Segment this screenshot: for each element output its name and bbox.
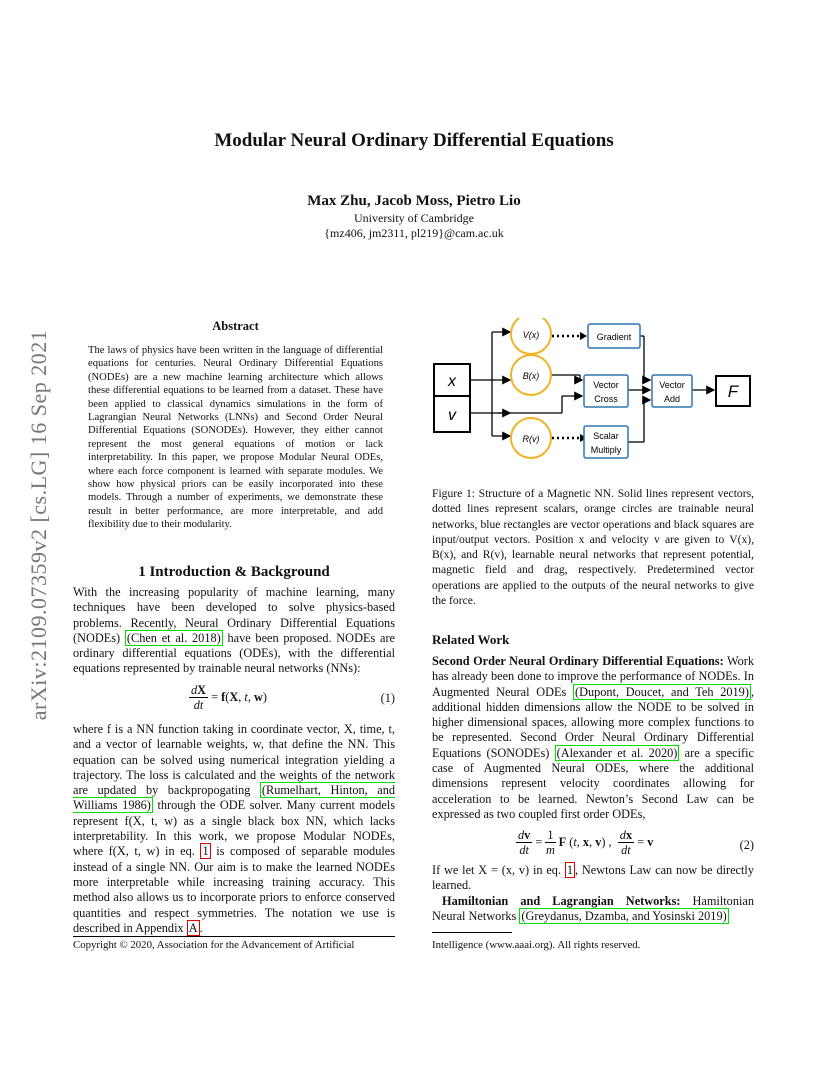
newton-text-a: If we let X = (x, v) in eq. (432, 863, 565, 877)
sonode-text-a: Work has already been done to improve the performance of NODEs. In Augmented Neural ODEs (432, 654, 754, 699)
sonode-lead: Second Order Neural Ordinary Differential Equations: (432, 654, 724, 668)
citation-rumelhart-1986[interactable]: (Rumelhart, Hinton, and Williams 1986) (73, 783, 396, 813)
intro-p1-text-b: have been proposed. NODEs are ordinary differential equations (ODEs), with the differential equations represented by trainable neural networks (NNs): (73, 630, 396, 676)
sonode-text-c: are a specific case of Augmented Neural ODEs, where the additional dimensions represent velocity coordinates allowing for acceleration to be learned. Newton’s Second Law can be expressed as two coupled first order ODEs, (432, 745, 754, 821)
arxiv-id-text: arXiv:2109.07359v2 [cs.LG] 16 Sep 2021 (26, 329, 51, 721)
hamiltonian-lead: Hamiltonian and Lagrangian Networks: (442, 893, 681, 908)
intro-p1-text-a: With the increasing popularity of machine learning, many techniques have been developed to solve physics-based problems. Recently, Neural Ordinary Differential Equations (NODEs) (73, 585, 395, 645)
abstract-heading: Abstract (212, 319, 259, 333)
section-heading-introduction: 1 Introduction & Background (138, 564, 330, 580)
intro-p2-text-d: . (199, 920, 203, 935)
footnote-rule-left (73, 936, 395, 937)
intro-p2-text-c: is composed of separable modules instead of a single NN. Our aim is to make the learned NODEs more interpretable while increasing training accuracy. This method also allows us to incorporate priors to enforce conserved quantities and respect symmetries. The notation we use is described in Appendix (73, 844, 395, 935)
equation-2: $\frac{dv}{dt}$ = $\frac{1}{m}$ F (t, x, v) , $\frac{dx}{dt}$ = v (2) (518, 828, 754, 858)
copyright-footnote: Copyright © 2020, Association for the Advancement of Artificial (73, 939, 355, 951)
nn-circle-magnetic (511, 355, 551, 395)
op-label-vector-add-2: Add (663, 394, 681, 404)
op-box-vector-cross (584, 375, 628, 407)
intro-p2-text-b: through the ODE solver. Many current models represent f(X, t, w) as a single black box NN, which lacks interpretability. In this work, we propose Modular NODEs, where f(X, t, w) in eq. (73, 798, 396, 859)
output-label-force: F (727, 382, 739, 401)
author-emails: {mz406, jm2311, pl219}@cam.ac.uk (324, 226, 504, 240)
op-box-scalar-multiply (584, 426, 628, 458)
citation-greydanus-2019[interactable]: (Greydanus, Dzamba, and Yosinski 2019) (521, 908, 727, 923)
input-box-v (434, 396, 470, 432)
op-label-scalar-multiply-2: Multiply (590, 445, 622, 455)
sonode-text-b: , additional hidden dimensions allow the NODE to be solved in higher dimensional spaces, allowing more complex functions to be represented. Second Order Neural Ordinary Differential Equations (SONODEs) (432, 684, 755, 760)
nn-circle-drag (511, 418, 551, 458)
nn-label-drag: R(v) (522, 434, 540, 444)
equation-1: $\frac{dX}{dt}$ = f(X, t, w) (1) (191, 682, 395, 712)
citation-dupont-2019[interactable]: (Dupont, Doucet, and Teh 2019) (575, 684, 749, 699)
appendix-ref-a[interactable]: A (188, 920, 198, 935)
intro-paragraph-2 (73, 722, 395, 936)
equation-ref-1b[interactable]: 1 (566, 863, 574, 877)
op-box-vector-add (652, 375, 692, 407)
related-work-heading: Related Work (432, 632, 510, 647)
abstract-text: The laws of physics have been written in the language of differential equations for centuries. Neural Ordinary Differential Equations (NODEs) are a new machine learning architecture which allows these differential equations to be learned from a dataset. These have been applied to classical dynamics simulations in the form of Lagrangian Neural Networks (LNNs) and Second Order Neural Differential Equations (SONODEs). However, they either cannot represent the most general equations of motion or lack interpretability. In this paper, we propose Modular Neural ODEs, where each force component is learned with separate modules. We show how physical priors can be easily incorporated into these models. Through a number of experiments, we demonstrate these result in better performance, are more interpretable, and add flexibility due to their modularity. (88, 345, 383, 531)
op-label-vector-cross-2: Cross (594, 394, 618, 404)
op-label-gradient: Gradient (596, 332, 632, 342)
intro-paragraph-1 (73, 585, 395, 719)
equation-1-number: (1) (380, 690, 395, 705)
op-label-scalar-multiply-1: Scalar (593, 431, 619, 441)
affiliation: University of Cambridge (354, 211, 474, 225)
author-list: Max Zhu, Jacob Moss, Pietro Lio (307, 193, 521, 209)
copyright-footnote-continued: Intelligence (www.aaai.org). All rights reserved. (432, 939, 641, 951)
arxiv-identifier (14, 290, 64, 760)
equation-ref-1[interactable]: 1 (202, 844, 209, 859)
input-label-x: x (448, 373, 456, 390)
newton-text-b: , Newtons Law can now be directly learned. (432, 863, 755, 893)
nn-circle-potential (511, 318, 551, 354)
hamiltonian-text-a: Hamiltonian Neural Networks (432, 893, 754, 923)
affiliation-block (0, 211, 828, 241)
output-box-force (716, 376, 750, 406)
op-label-vector-cross-1: Vector (593, 380, 619, 390)
citation-alexander-2020[interactable]: (Alexander et al. 2020) (556, 745, 678, 760)
paper-title: Modular Neural Ordinary Differential Equations (214, 130, 614, 151)
nn-label-magnetic: B(x) (522, 371, 540, 381)
intro-p2-text-a: where f is a NN function taking in coordinate vector, X, time, t, and a vector of learnable weights, w, that define the NN. This equation can be solved using numerical integration yielding a trajectory. The loss is calculated and the weights of the network are updated by backpropogating (73, 722, 395, 798)
input-label-v: v (448, 407, 456, 424)
figure-1-caption: Figure 1: Structure of a Magnetic NN. Solid lines represent vectors, dotted lines represent scalars, orange circles are trainable neural networks, blue rectangles are vector operations and black squares are input/output vectors. Position x and velocity v are given to V(x), B(x), and R(v), learnable neural networks that represent potential, magnetic field and drag, respectively. Predetermined vector operations are applied to the outputs of the neural networks to give the force. (432, 487, 754, 608)
nn-label-potential: V(x) (522, 330, 540, 340)
input-box-x (434, 364, 470, 396)
footnote-rule-right (432, 932, 512, 933)
op-label-vector-add-1: Vector (659, 380, 685, 390)
citation-chen-2018[interactable]: (Chen et al. 2018) (126, 630, 221, 645)
equation-2-number: (2) (739, 838, 754, 853)
related-paragraph-newton (432, 863, 754, 924)
op-box-gradient (588, 324, 640, 348)
figure-magnetic-nn-diagram (432, 318, 754, 468)
related-paragraph-sonode (432, 654, 754, 868)
